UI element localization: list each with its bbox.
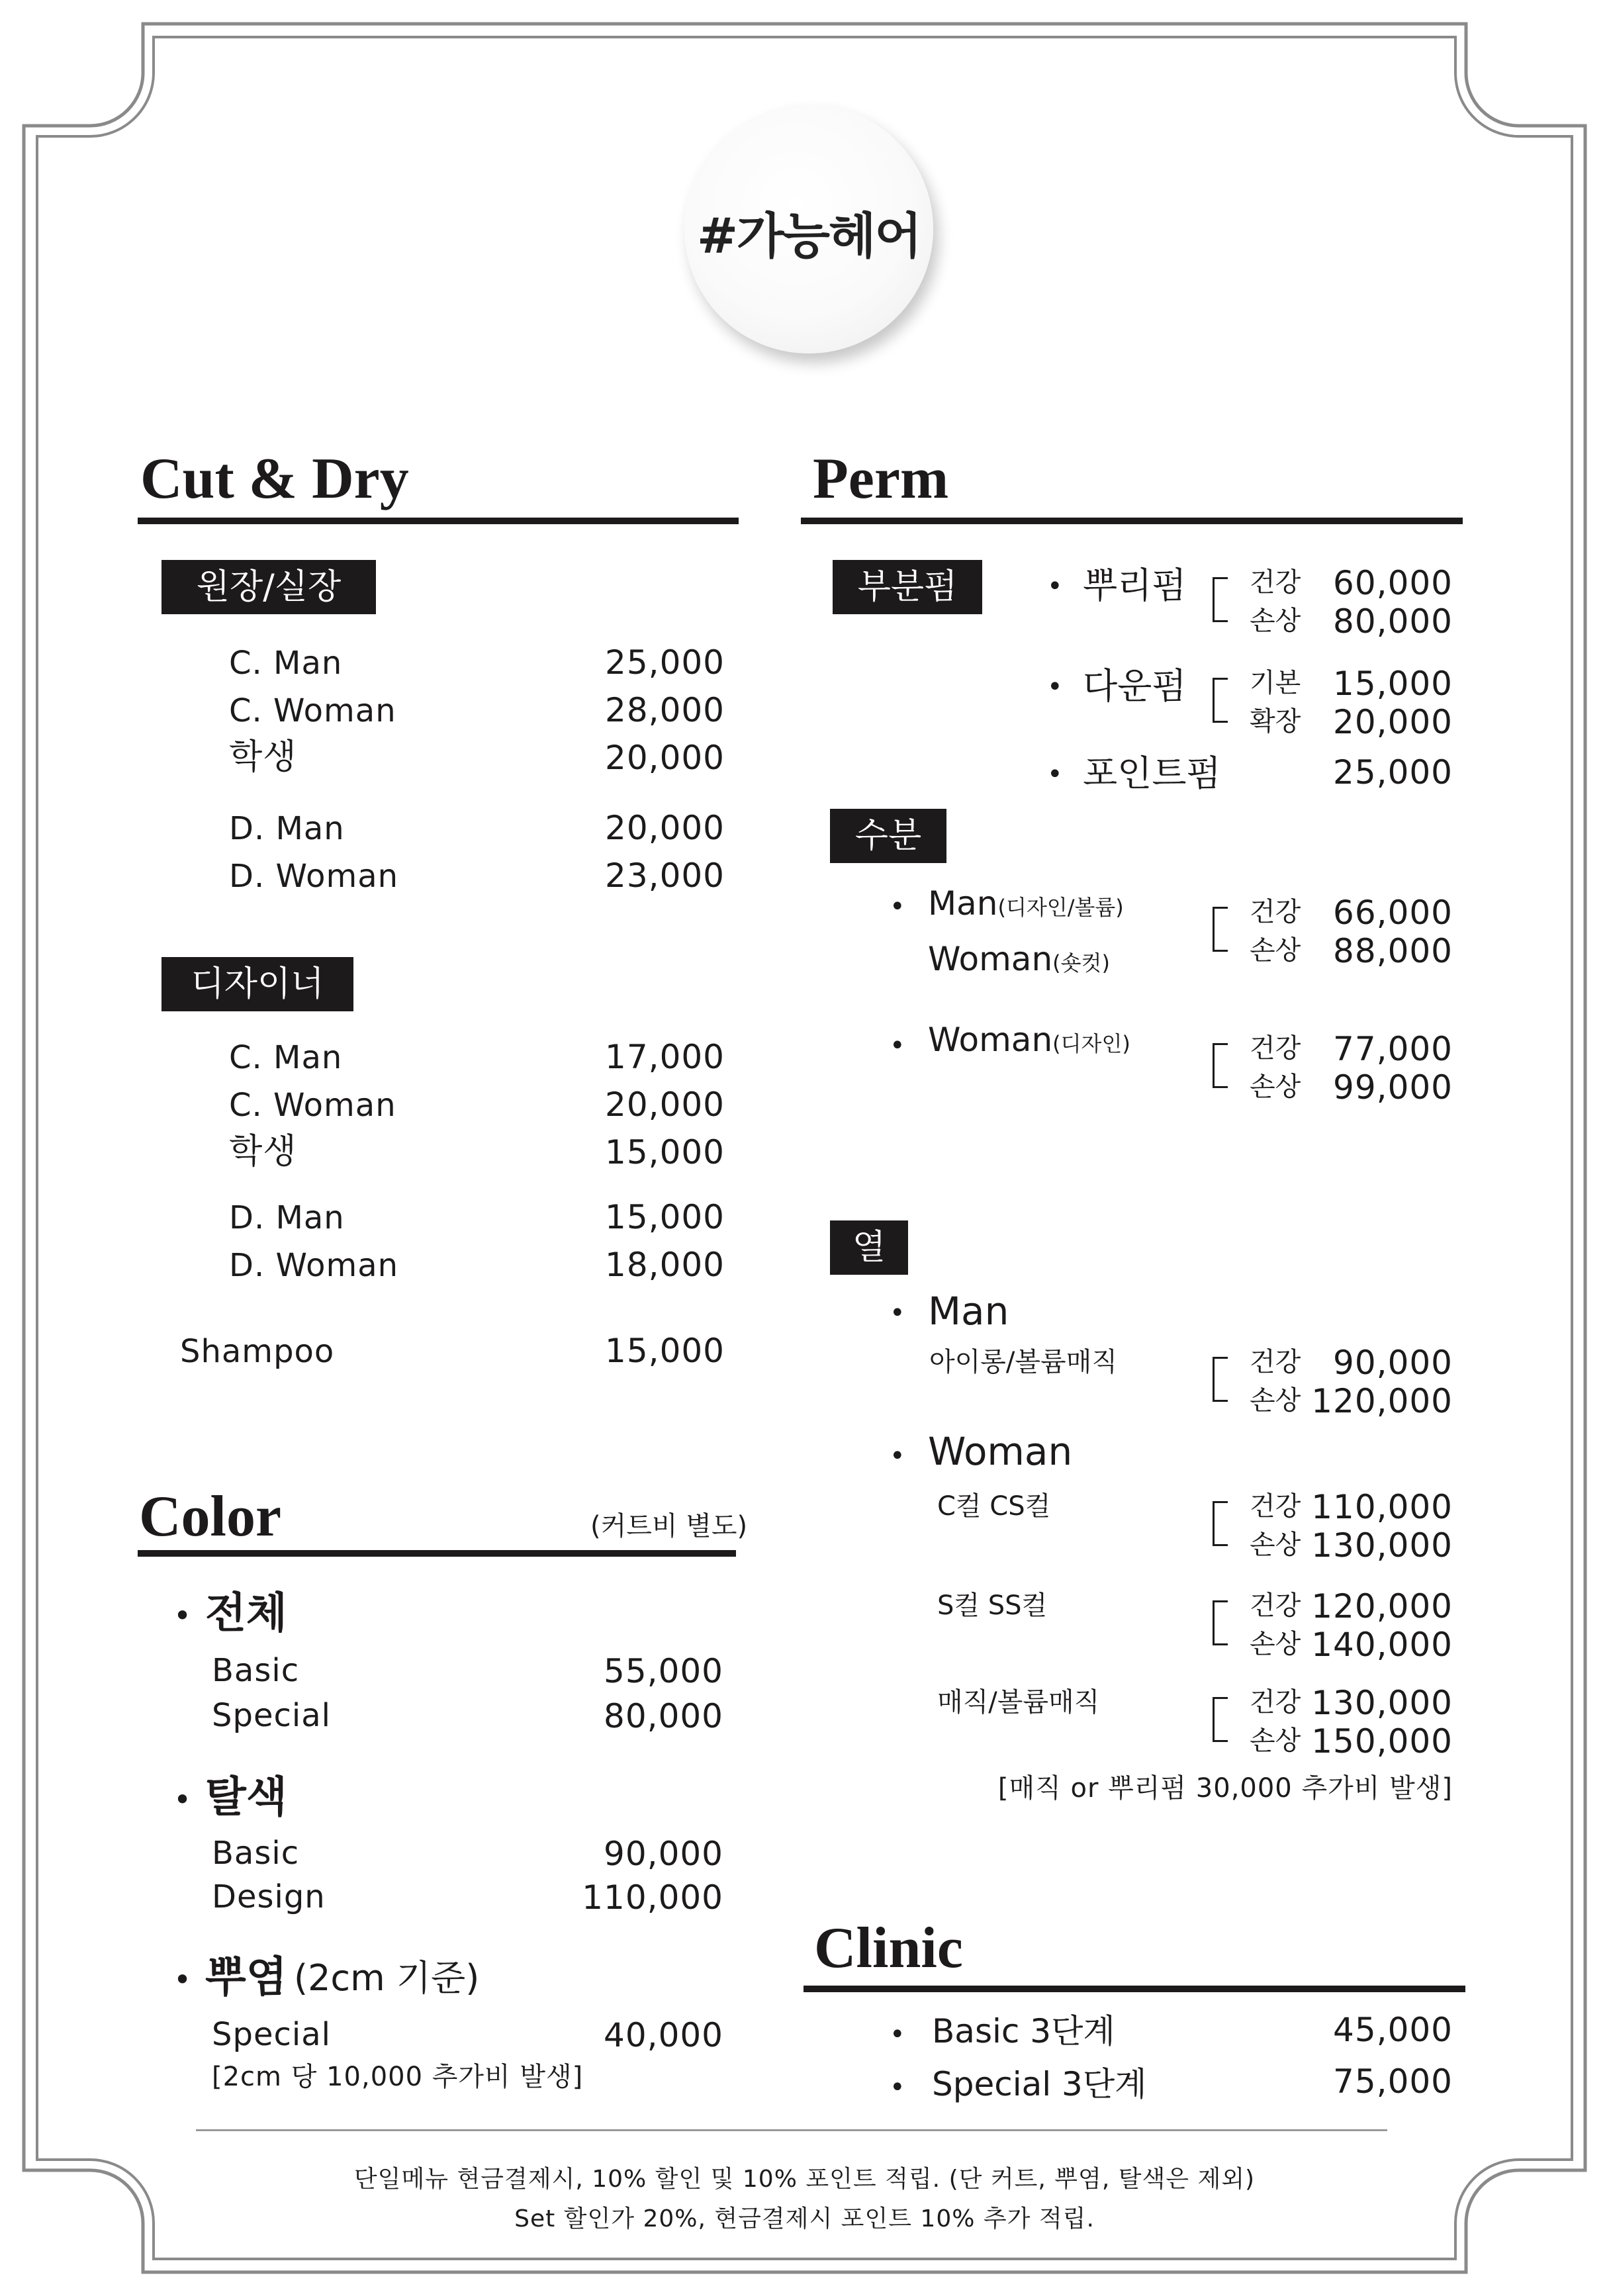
color-row-price: 110,000 bbox=[582, 1878, 723, 1917]
color-group-suffix: (2cm 기준) bbox=[294, 1957, 480, 1999]
option-price: 60,000 bbox=[1333, 564, 1453, 602]
shampoo-price: 15,000 bbox=[605, 1332, 725, 1370]
footer-divider bbox=[196, 2129, 1387, 2131]
clinic-row-price: 45,000 bbox=[1333, 2011, 1453, 2049]
perm-title-rule bbox=[801, 518, 1463, 524]
option-label: 기본 bbox=[1250, 668, 1301, 698]
cut-row-price: 15,000 bbox=[605, 1198, 725, 1236]
cut-row-label: C. Woman bbox=[229, 692, 396, 729]
color-subtitle: (커트비 별도) bbox=[590, 1511, 748, 1541]
cut-row-price: 20,000 bbox=[605, 739, 725, 777]
heat-note: [매직 or 뿌리펌 30,000 추가비 발생] bbox=[997, 1773, 1453, 1804]
bullet: • bbox=[890, 1441, 905, 1471]
option-price: 140,000 bbox=[1311, 1626, 1453, 1664]
perm-item-name: 뿌리펌 bbox=[1083, 565, 1187, 606]
option-price: 90,000 bbox=[1333, 1344, 1453, 1382]
badge-heat: 열 bbox=[830, 1220, 908, 1275]
option-price: 15,000 bbox=[1333, 665, 1453, 703]
cut-row-label: C. Man bbox=[229, 645, 343, 682]
option-label: 손상 bbox=[1250, 1725, 1301, 1756]
cut-row-label: D. Man bbox=[229, 810, 345, 847]
bullet: • bbox=[173, 1598, 192, 1633]
color-row-label: Basic bbox=[212, 1652, 300, 1689]
color-row-label: Special bbox=[212, 2016, 331, 2053]
clinic-title-rule bbox=[804, 1986, 1465, 1992]
color-row-label: Design bbox=[212, 1878, 326, 1915]
color-group-name: 전체 bbox=[205, 1589, 287, 1638]
cut-row-price: 25,000 bbox=[605, 643, 725, 682]
option-label: 건강 bbox=[1250, 1590, 1301, 1621]
option-label: 손상 bbox=[1250, 1629, 1301, 1659]
moisture-line1-main: Woman bbox=[928, 1021, 1053, 1059]
moisture-line1 bbox=[928, 1021, 1130, 1059]
heat-man-label: Man bbox=[928, 1289, 1009, 1334]
color-row-price: 55,000 bbox=[604, 1652, 723, 1690]
option-bracket bbox=[1213, 1600, 1228, 1645]
heat-item-name: C컬 CS컬 bbox=[937, 1491, 1051, 1522]
bullet: • bbox=[173, 1782, 192, 1817]
bullet: • bbox=[890, 2019, 905, 2050]
cut-row-label: C. Man bbox=[229, 1039, 343, 1076]
badge-designer: 디자이너 bbox=[161, 957, 353, 1011]
option-label: 손상 bbox=[1250, 1072, 1301, 1102]
option-label: 건강 bbox=[1250, 1491, 1301, 1522]
cut-row-price: 17,000 bbox=[605, 1038, 725, 1076]
cut-row-label: D. Woman bbox=[229, 858, 399, 895]
moisture-line1-small: (디자인) bbox=[1052, 1031, 1130, 1056]
moisture-line2 bbox=[928, 942, 1110, 976]
option-bracket bbox=[1213, 1697, 1228, 1742]
option-price: 80,000 bbox=[1333, 602, 1453, 641]
option-bracket bbox=[1213, 577, 1228, 622]
cut-row-label: 학생 bbox=[229, 737, 297, 777]
option-label: 손상 bbox=[1250, 1385, 1301, 1416]
perm-item-name: 다운펌 bbox=[1083, 665, 1187, 707]
clinic-row-price: 75,000 bbox=[1333, 2062, 1453, 2101]
heat-item-name: S컬 SS컬 bbox=[937, 1590, 1048, 1621]
color-row-price: 40,000 bbox=[604, 2016, 723, 2054]
color-row-label: Basic bbox=[212, 1835, 300, 1872]
cut-row-label: C. Woman bbox=[229, 1087, 396, 1124]
footer-line-1: 단일메뉴 현금결제시, 10% 할인 및 10% 포인트 적립. (단 커트, 뿌염, 탈색은 제외) bbox=[353, 2166, 1256, 2193]
badge-moisture: 수분 bbox=[830, 809, 946, 863]
moisture-line1-small: (디자인/볼륨) bbox=[997, 895, 1124, 920]
bullet: • bbox=[1047, 759, 1063, 790]
cut-row-price: 23,000 bbox=[605, 856, 725, 895]
moisture-line2-main: Woman bbox=[928, 940, 1053, 978]
color-row-price: 90,000 bbox=[604, 1835, 723, 1873]
color-title-rule bbox=[138, 1550, 736, 1557]
moisture-line2-small: (숏컷) bbox=[1052, 950, 1110, 976]
option-price: 20,000 bbox=[1333, 703, 1453, 741]
clinic-section-title: Clinic bbox=[814, 1916, 963, 1980]
option-price: 110,000 bbox=[1311, 1488, 1453, 1526]
cut-row-price: 20,000 bbox=[605, 809, 725, 847]
bullet: • bbox=[1047, 571, 1063, 602]
cut-row-price: 20,000 bbox=[605, 1085, 725, 1124]
color-row-price: 80,000 bbox=[604, 1697, 723, 1735]
badge-partial-perm: 부분펌 bbox=[833, 560, 982, 614]
option-label: 손상 bbox=[1250, 606, 1301, 636]
perm-section-title: Perm bbox=[813, 447, 949, 511]
option-price: 99,000 bbox=[1333, 1068, 1453, 1107]
clinic-row-label: Special 3단계 bbox=[932, 2065, 1147, 2103]
option-label: 손상 bbox=[1250, 935, 1301, 966]
logo-badge bbox=[684, 105, 933, 353]
color-group-name: 탈색 bbox=[205, 1773, 287, 1822]
option-bracket bbox=[1213, 678, 1228, 723]
cut-row-price: 28,000 bbox=[605, 691, 725, 729]
option-label: 건강 bbox=[1250, 1033, 1301, 1064]
perm-item-price: 25,000 bbox=[1333, 753, 1453, 792]
heat-item-name: 아이롱/볼륨매직 bbox=[929, 1347, 1117, 1377]
option-label: 건강 bbox=[1250, 897, 1301, 927]
perm-item-name: 포인트펌 bbox=[1083, 753, 1221, 794]
option-price: 120,000 bbox=[1311, 1587, 1453, 1626]
cut-row-price: 18,000 bbox=[605, 1246, 725, 1284]
cut-row-label: 학생 bbox=[229, 1132, 297, 1171]
option-bracket bbox=[1213, 1357, 1228, 1402]
option-price: 130,000 bbox=[1311, 1526, 1453, 1565]
moisture-line1 bbox=[928, 884, 1124, 923]
color-row-label: Special bbox=[212, 1697, 331, 1734]
footer-line-2: Set 할인가 20%, 현금결제시 포인트 10% 추가 적립. bbox=[514, 2205, 1095, 2232]
cut-section-title: Cut & Dry bbox=[140, 447, 409, 511]
cut-row-label: D. Woman bbox=[229, 1247, 399, 1284]
bullet: • bbox=[173, 1962, 192, 1998]
option-bracket bbox=[1213, 1043, 1228, 1088]
bullet: • bbox=[890, 1031, 905, 1061]
cut-row-price: 15,000 bbox=[605, 1133, 725, 1171]
color-section-title: Color bbox=[139, 1485, 282, 1549]
option-bracket bbox=[1213, 907, 1228, 952]
option-price: 120,000 bbox=[1311, 1382, 1453, 1420]
heat-item-name: 매직/볼륨매직 bbox=[937, 1687, 1100, 1718]
color-note: [2cm 당 10,000 추가비 발생] bbox=[212, 2062, 584, 2092]
shampoo-label: Shampoo bbox=[180, 1333, 335, 1370]
clinic-row-label: Basic 3단계 bbox=[932, 2012, 1115, 2050]
badge-director: 원장/실장 bbox=[161, 560, 376, 614]
option-price: 150,000 bbox=[1311, 1722, 1453, 1761]
brand-logo: #가능헤어 bbox=[697, 208, 921, 265]
heat-woman-label: Woman bbox=[928, 1429, 1073, 1474]
option-price: 88,000 bbox=[1333, 932, 1453, 970]
bullet: • bbox=[890, 2072, 905, 2103]
option-label: 건강 bbox=[1250, 1347, 1301, 1377]
bullet: • bbox=[890, 892, 905, 922]
option-price: 77,000 bbox=[1333, 1030, 1453, 1068]
option-label: 건강 bbox=[1250, 1687, 1301, 1718]
bullet: • bbox=[1047, 672, 1063, 702]
bullet: • bbox=[890, 1298, 905, 1328]
color-group-name: 뿌염 bbox=[205, 1953, 287, 2002]
cut-title-rule bbox=[138, 518, 739, 524]
option-price: 130,000 bbox=[1311, 1684, 1453, 1722]
cut-row-label: D. Man bbox=[229, 1199, 345, 1236]
option-price: 66,000 bbox=[1333, 894, 1453, 932]
moisture-line1-main: Man bbox=[928, 884, 998, 923]
option-label: 건강 bbox=[1250, 567, 1301, 598]
option-label: 확장 bbox=[1250, 706, 1301, 737]
option-label: 손상 bbox=[1250, 1530, 1301, 1560]
option-bracket bbox=[1213, 1501, 1228, 1546]
